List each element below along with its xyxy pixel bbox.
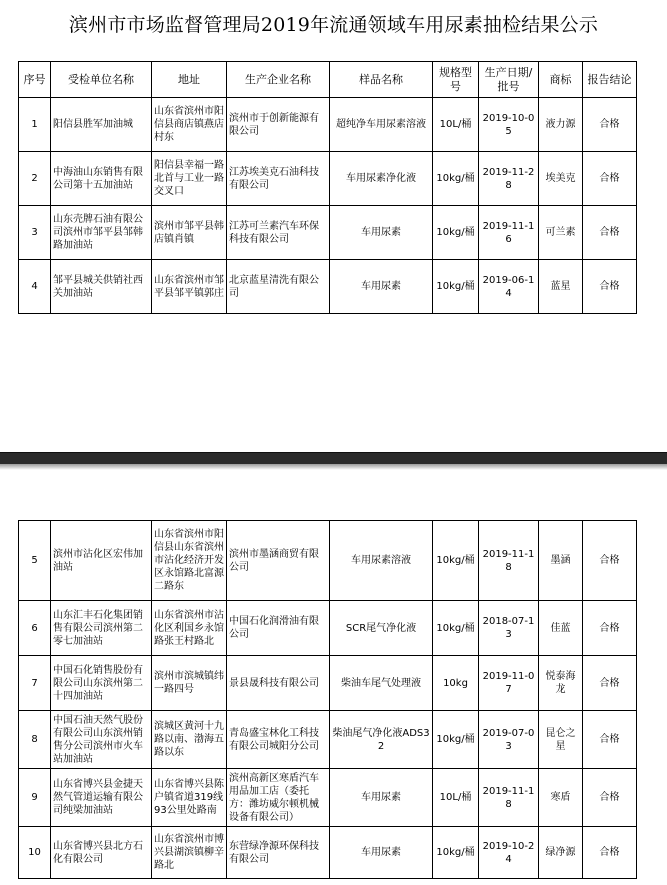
- cell-unit: 滨州市沾化区宏伟加油站: [51, 521, 152, 601]
- cell-sample: 超纯净车用尿素溶液: [330, 98, 433, 152]
- cell-brand: 蓝星: [539, 260, 583, 314]
- cell-address: 山东省滨州市阳信县商店镇燕店村东: [152, 98, 227, 152]
- cell-manufacturer: 青岛盛宝林化工科技有限公司城阳分公司: [227, 711, 330, 769]
- cell-conclusion: 合格: [583, 827, 637, 879]
- cell-index: 8: [19, 711, 51, 769]
- cell-conclusion: 合格: [583, 206, 637, 260]
- cell-address: 滨城区黄河十九路以南、渤海五路以东: [152, 711, 227, 769]
- cell-index: 1: [19, 98, 51, 152]
- header-unit: 受检单位名称: [51, 62, 152, 98]
- cell-date: 2019-11-07: [479, 656, 539, 711]
- cell-address: 阳信县幸福一路北首与工业一路交叉口: [152, 152, 227, 206]
- cell-date: 2019-10-05: [479, 98, 539, 152]
- cell-sample: 车用尿素: [330, 260, 433, 314]
- cell-sample: 车用尿素: [330, 206, 433, 260]
- header-sample: 样品名称: [330, 62, 433, 98]
- cell-conclusion: 合格: [583, 769, 637, 827]
- cell-spec: 10kg/桶: [433, 601, 479, 656]
- cell-spec: 10kg: [433, 656, 479, 711]
- cell-date: 2019-11-16: [479, 206, 539, 260]
- cell-sample: 车用尿素溶液: [330, 521, 433, 601]
- cell-date: 2019-10-24: [479, 827, 539, 879]
- table-row: [19, 656, 637, 711]
- cell-date: 2019-11-18: [479, 521, 539, 601]
- header-manufacturer: 生产企业名称: [227, 62, 330, 98]
- cell-conclusion: 合格: [583, 656, 637, 711]
- cell-spec: 10L/桶: [433, 98, 479, 152]
- cell-date: 2019-11-28: [479, 152, 539, 206]
- cell-unit: 山东汇丰石化集团销售有限公司滨州第二零七加油站: [51, 601, 152, 656]
- cell-sample: 车用尿素: [330, 769, 433, 827]
- cell-index: 9: [19, 769, 51, 827]
- header-index: 序号: [19, 62, 51, 98]
- cell-address: 滨州市邹平县韩店镇肖镇: [152, 206, 227, 260]
- table-row: [19, 521, 637, 601]
- cell-address: 山东省滨州市邹平县邹平镇郭庄: [152, 260, 227, 314]
- cell-unit: 中国石油天然气股份有限公司山东滨州销售分公司滨州市火车站加油站: [51, 711, 152, 769]
- cell-unit: 中海油山东销售有限公司第十五加油站: [51, 152, 152, 206]
- table-row: [19, 827, 637, 879]
- cell-index: 5: [19, 521, 51, 601]
- cell-brand: 昆仑之星: [539, 711, 583, 769]
- cell-conclusion: 合格: [583, 98, 637, 152]
- header-spec: 规格型号: [433, 62, 479, 98]
- cell-brand: 寒盾: [539, 769, 583, 827]
- cell-manufacturer: 江苏埃美克石油科技有限公司: [227, 152, 330, 206]
- cell-sample: 车用尿素净化液: [330, 152, 433, 206]
- cell-manufacturer: 北京蓝星清洗有限公司: [227, 260, 330, 314]
- cell-spec: 10kg/桶: [433, 521, 479, 601]
- cell-address: 滨州市滨城镇纬一路四号: [152, 656, 227, 711]
- cell-conclusion: 合格: [583, 521, 637, 601]
- page-title: 滨州市市场监督管理局2019年流通领域车用尿素抽检结果公示: [68, 14, 599, 36]
- cell-spec: 10L/桶: [433, 769, 479, 827]
- table-row: [19, 206, 637, 260]
- cell-manufacturer: 滨州市墨涵商贸有限公司: [227, 521, 330, 601]
- cell-brand: 墨涵: [539, 521, 583, 601]
- cell-unit: 山东省博兴县金捷天然气管道运输有限公司纯梁加油站: [51, 769, 152, 827]
- cell-sample: SCR尾气净化液: [330, 601, 433, 656]
- table-row: [19, 98, 637, 152]
- cell-unit: 阳信县胜军加油城: [51, 98, 152, 152]
- header-conclusion: 报告结论: [583, 62, 637, 98]
- cell-conclusion: 合格: [583, 260, 637, 314]
- header-brand: 商标: [539, 62, 583, 98]
- cell-index: 10: [19, 827, 51, 879]
- cell-index: 7: [19, 656, 51, 711]
- cell-sample: 车用尿素: [330, 827, 433, 879]
- table-row: [19, 769, 637, 827]
- results-table-page-2: [18, 520, 637, 879]
- cell-manufacturer: 中国石化润滑油有限公司: [227, 601, 330, 656]
- table-row: [19, 152, 637, 206]
- cell-address: 山东省滨州市沾化区利国乡永馆路张王村路北: [152, 601, 227, 656]
- cell-conclusion: 合格: [583, 152, 637, 206]
- cell-spec: 10kg/桶: [433, 206, 479, 260]
- cell-manufacturer: 东营绿净源环保科技有限公司: [227, 827, 330, 879]
- cell-unit: 山东壳牌石油有限公司滨州市邹平县邹韩路加油站: [51, 206, 152, 260]
- header-address: 地址: [152, 62, 227, 98]
- cell-unit: 中国石化销售股份有限公司山东滨州第二十四加油站: [51, 656, 152, 711]
- cell-spec: 10kg/桶: [433, 711, 479, 769]
- cell-sample: 柴油尾气净化液ADS32: [330, 711, 433, 769]
- cell-brand: 可兰素: [539, 206, 583, 260]
- page-separator-shadow: [0, 464, 667, 470]
- header-date: 生产日期/批号: [479, 62, 539, 98]
- table-row: [19, 711, 637, 769]
- cell-date: 2019-06-14: [479, 260, 539, 314]
- cell-spec: 10kg/桶: [433, 827, 479, 879]
- table-row: [19, 260, 637, 314]
- cell-brand: 绿净源: [539, 827, 583, 879]
- cell-address: 山东省博兴县陈户镇省道319线93公里处路南: [152, 769, 227, 827]
- cell-manufacturer: 滨州市于创新能源有限公司: [227, 98, 330, 152]
- cell-conclusion: 合格: [583, 711, 637, 769]
- results-table-page-1: [18, 61, 637, 314]
- cell-brand: 埃美克: [539, 152, 583, 206]
- cell-manufacturer: 滨州高新区寒盾汽车用品加工店（委托方：潍坊威尔顿机械设备有限公司）: [227, 769, 330, 827]
- cell-manufacturer: 景县晟科技有限公司: [227, 656, 330, 711]
- cell-unit: 邹平县城关供销社西关加油站: [51, 260, 152, 314]
- table-header-row: [19, 62, 637, 98]
- cell-sample: 柴油车尾气处理液: [330, 656, 433, 711]
- cell-spec: 10kg/桶: [433, 260, 479, 314]
- cell-index: 3: [19, 206, 51, 260]
- cell-index: 2: [19, 152, 51, 206]
- cell-address: 山东省滨州市博兴县湖滨镇柳辛路北: [152, 827, 227, 879]
- cell-date: 2019-07-03: [479, 711, 539, 769]
- cell-index: 6: [19, 601, 51, 656]
- cell-brand: 悦泰海龙: [539, 656, 583, 711]
- cell-brand: 液力源: [539, 98, 583, 152]
- cell-brand: 佳蓝: [539, 601, 583, 656]
- cell-date: 2018-07-13: [479, 601, 539, 656]
- cell-unit: 山东省博兴县北方石化有限公司: [51, 827, 152, 879]
- cell-conclusion: 合格: [583, 601, 637, 656]
- cell-date: 2019-11-18: [479, 769, 539, 827]
- cell-index: 4: [19, 260, 51, 314]
- cell-manufacturer: 江苏可兰素汽车环保科技有限公司: [227, 206, 330, 260]
- cell-address: 山东省滨州市阳信县山东省滨州市沾化经济开发区永馆路北富源二路东: [152, 521, 227, 601]
- table-row: [19, 601, 637, 656]
- cell-spec: 10kg/桶: [433, 152, 479, 206]
